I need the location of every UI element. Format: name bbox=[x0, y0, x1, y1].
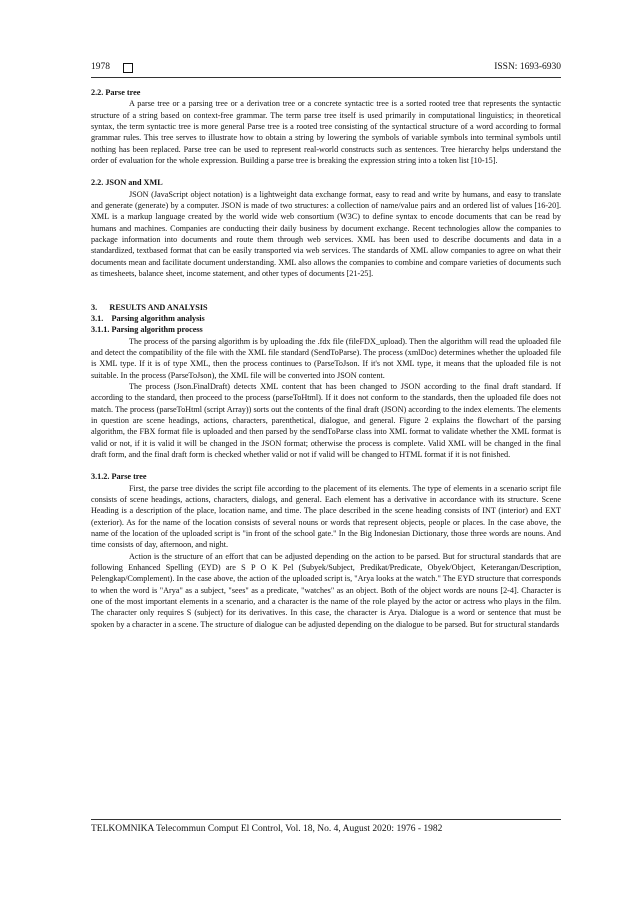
paragraph-parse-tree-312-2: Action is the structure of an effort that can be adjusted depending on the action to be parsed. But for structural standards that are following Enhanced Spelling (EYD) are S P O K Pel (Subyek/Subject, Predikat/Predicate, Obyek/Object, Keterangan/Description, Pelengkap/Complement). In the case above, the action of the uploaded script is, "Arya looks at the watch." The EYD structure that corresponds to when the word is "Arya" as a subject, "sees" as a predicate, "watches" as an object. Both of the object words are nouns [2-4]. Character is one of the most important elements in a scenario, and a character is the name of the role played by the actor or actress who plays in the film. The character only requires S (subject) for its derivatives. In this case, the character is Arya. Dialogue is a word or sentence that must be spoken by a character in a scene. The structure of dialogue can be adjusted depending on the dialogue to be parsed. But for structural standards bbox=[91, 551, 561, 629]
page-footer: TELKOMNIKA Telecommun Comput El Control, Vol. 18, No. 4, August 2020: 1976 - 1982 bbox=[91, 824, 443, 834]
paragraph-parse-tree-312-1: First, the parse tree divides the script file according to the placement of its elements. The type of elements in a scenario script file consists of scene headings, actions, characters, dialogs, and general. Each element has a derivative in accordance with its structure. Scene Heading is a description of the place, location name, and time. The place described in the scene heading consists of INT (interior) and EXT (exterior). As for the name of the location consists of several nouns or words that represent objects, people or places. In the case above, the name of the location of the uploaded script is "in front of the school gate." In the Big Indonesian Dictionary, those three words are nouns. And time consists of day, afternoon, and night. bbox=[91, 483, 561, 550]
page-header bbox=[91, 62, 561, 76]
subsection-heading-parsing-analysis: 3.1. Parsing algorithm analysis bbox=[91, 313, 205, 323]
paragraph-parsing-process-2: The process (Json.FinalDraft) detects XML content that has been changed to JSON according to the final draft standard. If according to the standard, then proceed to the process (parseToHtml). If it does not conform to the standards, then the uploaded file does not match. The process (parseToHtml (script Array)) sorts out the contents of the final draft (JSON) according to the index elements. The elements in question are scene headings, actions, characters, parenthetical, dialogue, and general. Figure 2 explains the flowchart of the parsing algorithm, the FBX format file is uploaded and then parsed by the sendToParse class into XML format to validate whether the XML format is valid or not, if it is valid it will be changed in the JSON format; otherwise the process is complete. Valid XML will be changed in the final draft form, and the final draft form is checked whether valid or not if valid will be changed to HTML format if it is not finished. bbox=[91, 381, 561, 459]
page-body bbox=[91, 87, 561, 630]
square-bullet-icon bbox=[123, 63, 133, 73]
paragraph-parse-tree: A parse tree or a parsing tree or a derivation tree or a concrete syntactic tree is a sorted rooted tree that represents the syntactic structure of a string based on context-free grammar. The term parse tree itself is used primarily in computational linguistics; in theoretical syntax, the term syntactic tree is more general Parse tree is a rooted tree consisting of the syntactical structure of a word according to formal grammar rules. This tree serves to illustrate how to obtain a string by lowering the symbols of variable symbols into terminal symbols until nothing has been replaced. Parse tree can be used to represent real-world constructs such as sentences. Tree hierarchy helps understand the order of evaluation for the whole expression. Building a parse tree is breaking the expression string into a token list [10-15]. bbox=[91, 99, 561, 166]
page-number: 1978 bbox=[91, 62, 110, 72]
section-heading-results: 3. RESULTS AND ANALYSIS bbox=[91, 302, 208, 312]
paragraph-json-xml: JSON (JavaScript object notation) is a lightweight data exchange format, easy to read and write by humans, and easy to translate and generate (generate) by a computer. JSON is made of two structures: a collection of name/value pairs and an ordered list of values [16-20]. XML is a markup language created by the world wide web consortium (W3C) to define syntax to encode documents that can be read by humans and machines. Companies are conducting their daily business by document exchange. Recent technologies allow the companies to package information into documents and route them through web services. XML has been used to describe documents and data in a standardized, textbased format that can be easily transported via web services. The standards of XML allow companies to agree on what their documents mean and facilitate document understanding. XML also allows the companies to combine and compare varieties of documents such as timesheets, balance sheet, income statement, and other types of documents [21-25]. bbox=[91, 189, 561, 279]
issn-label: ISSN: 1693-6930 bbox=[494, 62, 561, 72]
header-rule bbox=[91, 77, 561, 78]
footer-rule bbox=[91, 819, 561, 820]
paragraph-parsing-process-1: The process of the parsing algorithm is by uploading the .fdx file (fileFDX_upload). Then the algorithm will read the uploaded file and detect the compatibility of the file with the XML file standard (SendToParse). The process (xmlDoc) determines whether the uploaded file is XML type. If it is of type XML, then the process continues to (ParseToJson. If it's not XML type, it means that the uploaded file is not suitable. In the process (ParseToJson), the XML file will be converted into JSON content. bbox=[91, 336, 561, 380]
section-heading-parse-tree: 2.2. Parse tree bbox=[91, 88, 141, 97]
subsubsection-heading-parsing-process: 3.1.1. Parsing algorithm process bbox=[91, 325, 203, 335]
subsubsection-heading-parse-tree: 3.1.2. Parse tree bbox=[91, 472, 147, 482]
section-heading-json-xml: 2.2. JSON and XML bbox=[91, 178, 163, 188]
